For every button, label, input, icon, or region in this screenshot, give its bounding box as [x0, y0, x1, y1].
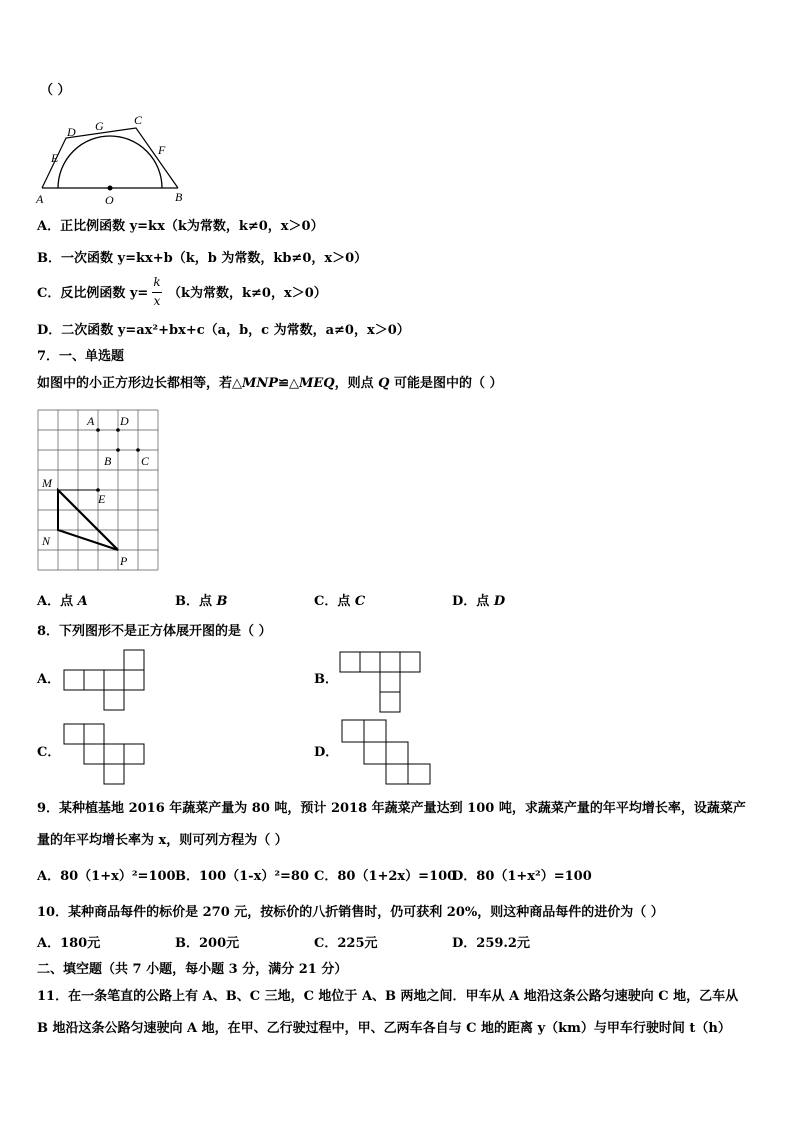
- q6-option-b: B．一次函数 y=kx+b（k，b 为常数，kb≠0，x＞0）: [37, 251, 368, 266]
- grid-label-n: N: [42, 534, 51, 548]
- q7-stem-a: 如图中的小正方形边长都相等，若△: [37, 376, 242, 391]
- fig-label-f: F: [158, 143, 166, 157]
- q8-option-b-label: B．: [314, 672, 338, 687]
- q7-stem-c: ，则点: [334, 376, 379, 391]
- q9-option-c: C．80（1+2x）=100: [314, 869, 457, 884]
- q6-frac-num: k: [153, 275, 161, 289]
- q7-option-b: B．点 B: [175, 594, 228, 609]
- grid-label-b: B: [104, 454, 112, 468]
- semicircle-figure: [36, 110, 186, 210]
- grid-label-m: M: [42, 476, 52, 490]
- q10-stem: 10．某种商品每件的标价是 270 元，按标价的八折销售时，仍可获利 20%，则这种商品每件的进价为（ ）: [37, 905, 664, 920]
- q7-q: Q: [378, 376, 390, 391]
- fig-label-g: G: [95, 119, 104, 133]
- fig-label-e: E: [51, 151, 59, 165]
- q8-net-d: [340, 718, 440, 786]
- grid-figure: [30, 400, 170, 580]
- grid-label-d: D: [120, 414, 129, 428]
- q7-title: 7．一、单选题: [37, 349, 125, 364]
- fig-label-d: D: [67, 125, 76, 139]
- fig-label-b: B: [175, 190, 183, 204]
- grid-label-p: P: [120, 554, 128, 568]
- fig-label-a: A: [36, 192, 44, 206]
- q8-net-c: [62, 722, 152, 784]
- q7-stem-b: ≌△: [278, 376, 299, 391]
- q8-net-a: [62, 648, 152, 710]
- grid-label-a: A: [87, 414, 95, 428]
- q10-option-d: D．259.2元: [452, 936, 530, 951]
- q10-option-b: B．200元: [175, 936, 240, 951]
- q9-line1: 9．某种植基地 2016 年蔬菜产量为 80 吨，预计 2018 年蔬菜产量达到 100 吨，求蔬菜产量的年平均增长率，设蔬菜产: [37, 801, 746, 816]
- answer-paren: （ ）: [40, 83, 71, 98]
- q8-option-a-label: A．: [37, 672, 61, 687]
- q10-option-a: A．180元: [37, 936, 101, 951]
- q9-option-b: B．100（1-x）²=80: [175, 869, 309, 884]
- q8-net-b: [338, 650, 428, 712]
- q11-line1: 11．在一条笔直的公路上有 A、B、C 三地，C 地位于 A、B 两地之间．甲车从 A 地沿这条公路匀速驶向 C 地，乙车从: [37, 989, 739, 1004]
- q6-frac-den: x: [153, 294, 161, 308]
- q11-line2: B 地沿这条公路匀速驶向 A 地，在甲、乙行驶过程中，甲、乙两车各自与 C 地的距离 y（km）与甲车行驶时间 t（h）: [37, 1021, 731, 1036]
- q8-stem: 8．下列图形不是正方体展开图的是（ ）: [37, 624, 272, 639]
- q7-option-c: C．点 C: [314, 594, 366, 609]
- q6-frac-bar: [152, 292, 162, 293]
- fig-label-o: O: [105, 193, 114, 207]
- q7-option-a: A．点 A: [37, 594, 88, 609]
- q6-option-a: A．正比例函数 y=kx（k为常数，k≠0，x＞0）: [37, 219, 324, 234]
- q6-option-c-start: C．反比例函数 y=: [37, 286, 149, 301]
- q7-mnp: MNP: [242, 376, 279, 391]
- q7-stem-d: 可能是图中的（ ）: [389, 376, 503, 391]
- q10-option-c: C．225元: [314, 936, 378, 951]
- q8-option-c-label: C．: [37, 745, 61, 760]
- q9-option-d: D．80（1+x²）=100: [452, 869, 592, 884]
- grid-label-c: C: [141, 454, 150, 468]
- q6-option-c-end: （k为常数，k≠0，x＞0）: [168, 286, 327, 301]
- q9-option-a: A．80（1+x）²=100: [37, 869, 176, 884]
- q7-meq: MEQ: [298, 376, 335, 391]
- q7-option-d: D．点 D: [452, 594, 506, 609]
- q7-stem: [37, 376, 503, 392]
- grid-label-e: E: [98, 492, 106, 506]
- q9-line2: 量的年平均增长率为 x，则可列方程为（ ）: [37, 833, 288, 848]
- section2-title: 二、填空题（共 7 小题，每小题 3 分，满分 21 分）: [37, 962, 348, 977]
- q6-option-d: D．二次函数 y=ax²+bx+c（a，b，c 为常数，a≠0，x＞0）: [37, 323, 410, 338]
- fig-label-c: C: [134, 113, 143, 127]
- q8-option-d-label: D．: [314, 745, 339, 760]
